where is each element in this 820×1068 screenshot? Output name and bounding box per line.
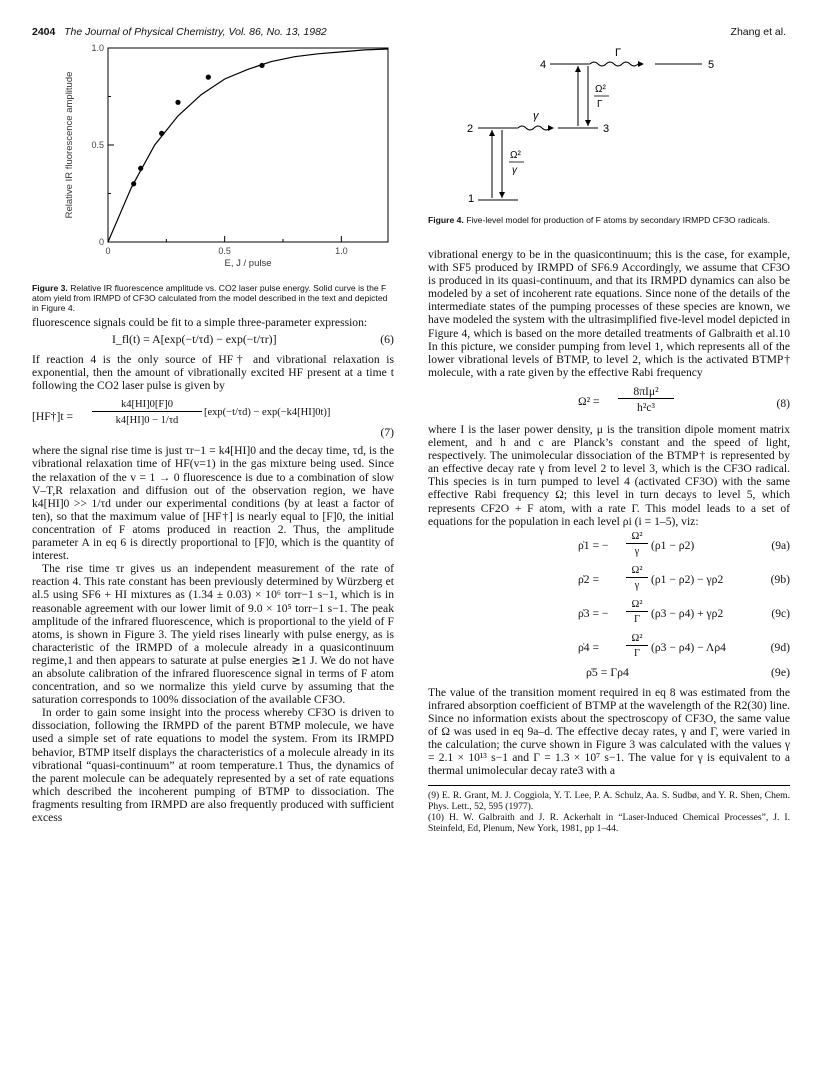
left-para-1: fluorescence signals could be fit to a simple three-parameter expression:	[32, 316, 368, 329]
running-authors: Zhang et al.	[730, 26, 786, 38]
figure3-caption-text: Relative IR fluorescence amplitude vs. CO2 laser pulse energy. Solid curve is the F atom yield from IRMPD of CF3O calculated from the model described in the text and depicted in Figure 4.	[32, 283, 388, 314]
figure4-diagram	[440, 40, 740, 210]
label-Gamma: Γ	[615, 47, 622, 59]
reference-10: (10) H. W. Galbraith and J. R. Ackerhalt in “Laser-Induced Chemical Processes”, J. I. Steinfeld, Ed, Plenum, New York, 1981, pp 1–44.	[428, 812, 790, 835]
equation-7-rest: [exp(−t/τd) − exp(−k4[HI]0t)]	[204, 407, 331, 419]
equation-9-number: (9b)	[770, 572, 790, 586]
left-para-2: If reaction 4 is the only source of HF† and vibrational relaxation is exponential, then the amount of vibrationally excited HF present at a time t following the CO2 laser pulse is given by	[32, 353, 394, 393]
data-point	[206, 75, 211, 80]
right-para-3: The value of the transition moment required in eq 8 was estimated from the infrared absorption coefficient of BTMP at the wavelength of the R2(30) line. Since no information exists about the spectroscopy of CF3O, the same value of Ω was used in eq 9a–d. The effective decay rates, γ and Γ, were varied in the calculation; the curve shown in Figure 3 was calculated with the values γ = 2.1 × 10¹³ s−1 and Γ = 1.3 × 10⁷ s−1. The value for γ is equivalent to a thermal unimolecular decay rate3 with a	[428, 685, 790, 778]
equation-9-rhs: (ρ3 − ρ4) + γρ2	[651, 606, 724, 620]
equation-7-number: (7)	[380, 426, 394, 440]
equation-7-denominator: k4[HI]0 − 1/τd	[115, 415, 179, 427]
right-para-1: vibrational energy to be in the quasicontinuum; this is the case, for example, with SF5 produced by IRMPD of SF6.9 Accordingly, we assume that CF3O is produced in its quasi-continuum, and that its IRMPD dynamics can also be modeled by a set of incoherent rate equations. Since none of the details of the intermediate states of the pumping processes of these species are known, we have modeled the system with the ultrasimplified five-level model depicted in Figure 4, which is based on the more detailed treatments of Galbraith et al.10 In this picture, we consider pumping from level 1, which represents all of the lower vibrational levels of BTMP, to level 2, which is the activated BTMP† molecule, with a rate given by the effective Rabi frequency	[428, 248, 790, 379]
equation-9-frac-bottom: Γ	[633, 613, 641, 625]
equation-9-list	[428, 530, 790, 664]
label-level-4: 4	[540, 59, 547, 71]
equation-8-numerator: 8πIμ²	[618, 385, 674, 399]
equation-9-number: (9c)	[771, 606, 790, 620]
label-level-5: 5	[708, 59, 715, 71]
label-omega-Gamma-den: Γ	[597, 99, 603, 110]
x-tick-label: 0	[105, 246, 111, 256]
x-tick-label: 0.5	[218, 246, 231, 256]
equation-9-lhs: ρ̇2 =	[578, 572, 600, 586]
equation-9-row	[428, 564, 790, 596]
data-point	[131, 181, 136, 186]
right-para-2: where I is the laser power density, μ is the transition dipole moment matrix element, and h and c are Planck’s constant and the speed of light, respectively. The unimolecular dissociation of the BTMP† is represented by an effective decay rate γ from level 2 to level 3, which is the CF3O radical. This species is in turn pumped to level 4 (activated CF3O) with the same effective Rabi frequency Ω; this level in turn decays to level 5, which represents CF2O + F atom, with a rate Γ. This model leads to a set of equations for the population in each level ρi (i = 1–5), viz:	[428, 422, 790, 528]
equation-9e-body: ρ̇5 = Γρ4	[586, 664, 629, 679]
decay-gamma-wave	[518, 126, 550, 130]
equation-6-number: (6)	[380, 332, 394, 347]
plot-frame	[108, 48, 388, 242]
label-omega-Gamma-num: Ω²	[595, 84, 606, 95]
equation-8-lhs: Ω² =	[578, 394, 600, 408]
figure4-caption	[428, 215, 788, 225]
equation-8-denominator: h²c³	[637, 400, 655, 414]
equation-9e-number: (9e)	[771, 664, 790, 679]
equation-9e	[428, 666, 790, 682]
equation-9-frac-bottom: γ	[634, 579, 640, 591]
x-tick-label: 1.0	[335, 246, 348, 256]
equation-9-lhs: ρ̇1 = −	[578, 538, 609, 552]
figure3-chart	[58, 42, 394, 276]
equation-9-number: (9a)	[771, 538, 790, 552]
label-gamma: γ	[533, 110, 539, 122]
label-omega-gamma-den: γ	[512, 165, 517, 176]
left-para-5: In order to gain some insight into the process whereby CF3O is driven to dissociation, following the IRMPD of the parent BTMP molecule, we have used a simple set of rate equations to model the system. From its IRMPD behavior, BTMP itself displays the characteristics of a molecule already in its vibrational “quasi-continuum” at room temperature.1 Thus, the dynamics of the parent molecule can be adequately represented by a set of rate equations which described the incoherent pumping of BTMP to dissociation. The fragments resulting from IRMPD are also frequently produced with sufficient excess	[32, 706, 394, 824]
figure4-caption-label: Figure 4.	[428, 215, 464, 225]
equation-9-lhs: ρ̇4 =	[578, 640, 600, 654]
equation-8	[428, 385, 790, 419]
equation-9-row	[428, 530, 790, 562]
left-para-4: The rise time τr gives us an independent measurement of the rate of reaction 4. This rate constant has been previously determined by Würzberg et al.5 using SF6 + HI mixtures as (1.34 ± 0.03) × 10⁶ torr−1 s−1, which is in reasonable agreement with our lower limit of 9.0 × 10⁵ torr−1 s−1. The peak amplitude of the infrared fluorescence, which is proportional to the yield of F atoms, is shown in Figure 3. The yield rises linearly with pulse energy, as is characteristic of the IRMPD of a molecule already in a quasicontinuum regime,1 and then appears to saturate at pulse energies ≳1 J. We do not have an absolute calibration of the infrared fluorescence signal in terms of F atom concentration, and so we normalize this yield curve by assuming that the saturation corresponds to 100% dissociation of the available CF3O.	[32, 562, 394, 707]
model-curve	[108, 49, 388, 242]
equation-9-lhs: ρ̇3 = −	[578, 606, 609, 620]
y-tick-label: 0.5	[91, 140, 104, 150]
page-header	[32, 26, 327, 38]
data-point	[259, 63, 264, 68]
figure4-caption-text: Five-level model for production of F atoms by secondary IRMPD CF3O radicals.	[466, 215, 770, 225]
left-para-3: where the signal rise time is just τr−1 = k4[HI]0 and the decay time, τd, is the vibrational relaxation time of HF(v=1) in the gas mixture being used. Since the relaxation of the v = 1 → 0 fluorescence is due to a combination of slow V–T,R relaxation and diffusion out of the observation region, we have k4[HI]0 >> 1/τd under our experimental conditions (by at least a factor of ten), so that the maximum value of [HF†] is nearly equal to [F]0, the initial concentration of F atoms produced in reaction 2. Thus, the amplitude parameter A in eq 6 is directly proportional to [F]0, which is the quantity of interest.	[32, 444, 394, 563]
label-omega-gamma-num: Ω²	[510, 150, 521, 161]
equation-7	[32, 398, 394, 438]
equation-9-frac-bottom: Γ	[633, 647, 641, 659]
x-axis-label: E, J / pulse	[224, 258, 272, 269]
data-point	[138, 166, 143, 171]
equation-7-numerator: k4[HI]0[F]0	[92, 398, 202, 412]
equation-7-lhs: [HF†]t =	[32, 410, 73, 424]
left-column	[32, 316, 394, 824]
page-number: 2404	[32, 26, 56, 38]
label-level-3: 3	[603, 123, 610, 135]
equation-6-body: I_fl(t) = A[exp(−t/τd) − exp(−t/τr)]	[112, 332, 277, 347]
data-point	[175, 100, 180, 105]
label-level-2: 2	[467, 123, 474, 135]
decay-Gamma-wave	[590, 62, 638, 66]
equation-9-row	[428, 598, 790, 630]
y-tick-label: 1.0	[91, 43, 104, 53]
y-axis-label: Relative IR fluorescence amplitude	[64, 71, 75, 219]
y-tick-label: 0	[98, 237, 104, 247]
equation-9-rhs: (ρ1 − ρ2)	[651, 538, 695, 552]
equation-8-number: (8)	[776, 396, 790, 410]
reference-9: (9) E. R. Grant, M. J. Coggiola, Y. T. Lee, P. A. Schulz, Aa. S. Sudbø, and Y. R. Shen, Chem. Phys. Lett., 52, 595 (1977).	[428, 790, 790, 813]
right-column	[428, 248, 790, 834]
figure3-caption	[32, 283, 394, 314]
equation-9-row	[428, 632, 790, 664]
figure3-caption-label: Figure 3.	[32, 283, 68, 293]
equation-9-rhs: (ρ1 − ρ2) − γρ2	[651, 572, 724, 586]
equation-9-frac-bottom: γ	[634, 545, 640, 557]
data-point	[159, 131, 164, 136]
equation-9-frac-top: Ω²	[626, 530, 648, 544]
equation-9-number: (9d)	[770, 640, 790, 654]
equation-9-frac-top: Ω²	[626, 564, 648, 578]
equation-9-rhs: (ρ3 − ρ4) − Λρ4	[651, 640, 726, 654]
equation-9-frac-top: Ω²	[626, 632, 648, 646]
equation-6	[32, 333, 394, 349]
label-level-1: 1	[468, 193, 475, 205]
equation-9-frac-top: Ω²	[626, 598, 648, 612]
journal-title: The Journal of Physical Chemistry, Vol. 86, No. 13, 1982	[64, 26, 327, 38]
